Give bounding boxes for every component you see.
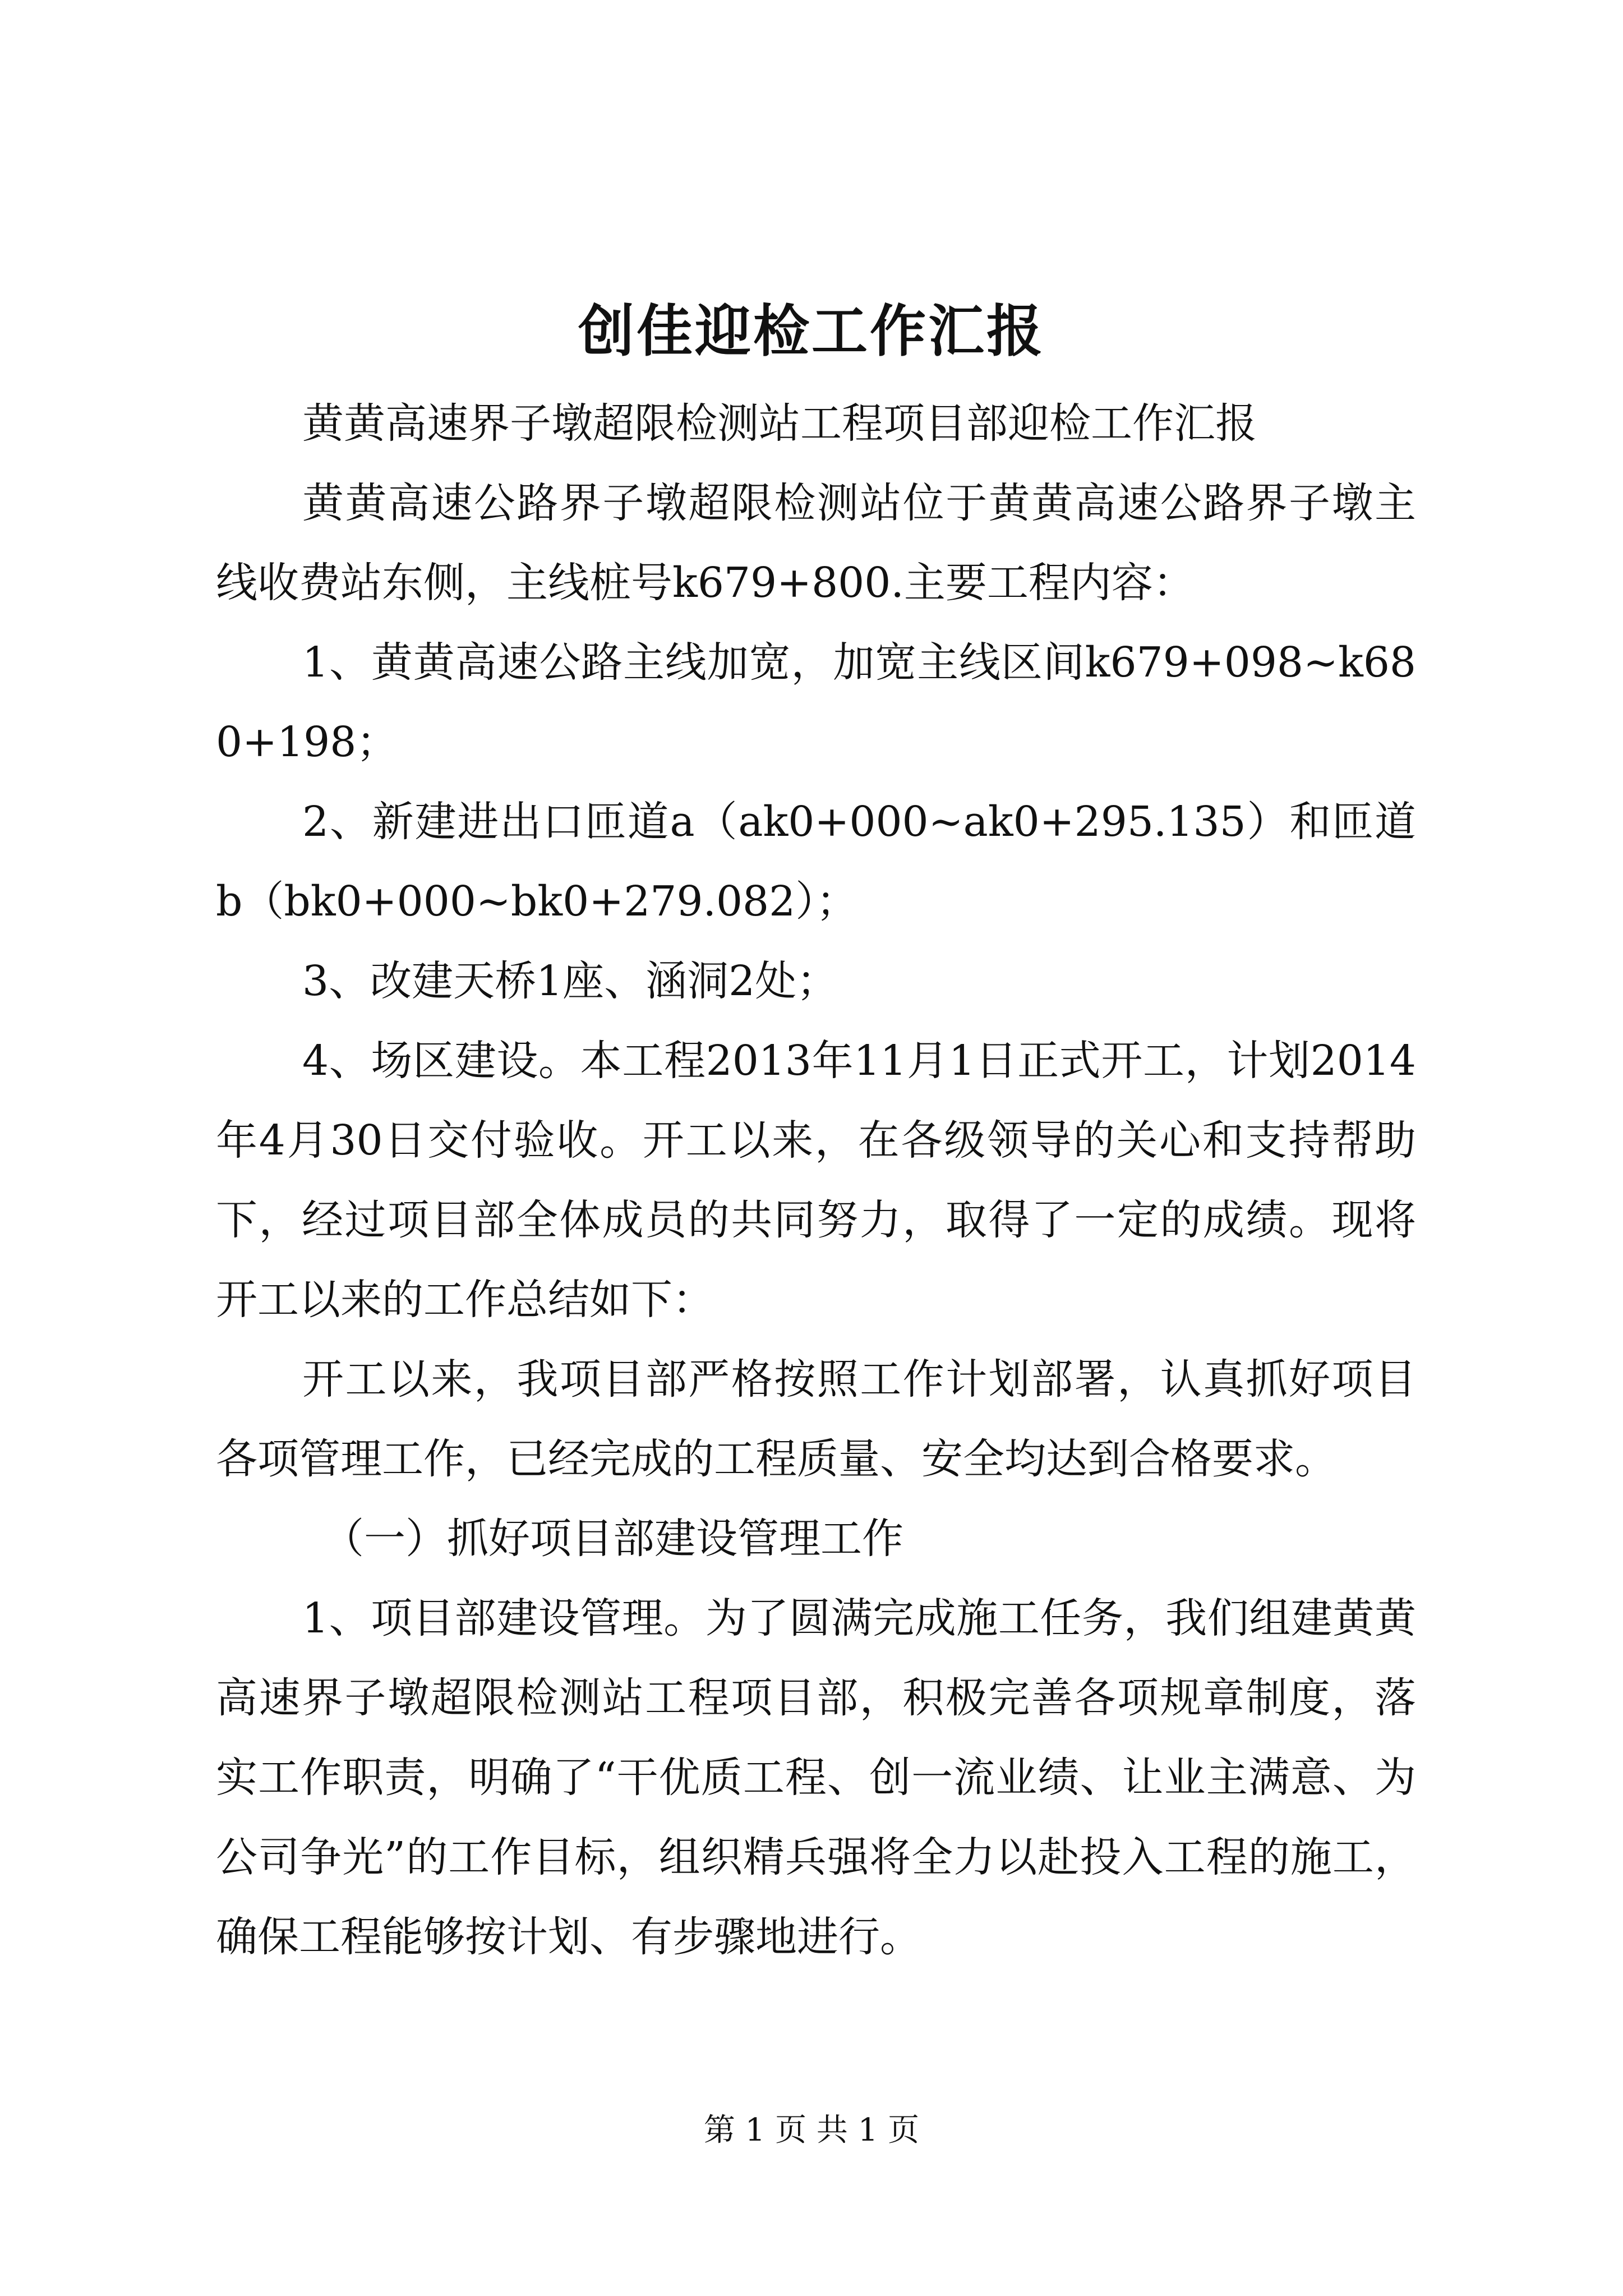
document-body [216, 384, 1416, 1977]
document-title: 创佳迎检工作汇报 [578, 298, 1045, 364]
paragraph-intro: 黄黄高速公路界子墩超限检测站位于黄黄高速公路界子墩主线收费站东侧，主线桩号k679+800.主要工程内容： [216, 479, 1416, 607]
paragraph-item-3: 3、改建天桥1座、涵洞2处； [302, 957, 838, 1005]
paragraph-management: 1、项目部建设管理。为了圆满完成施工任务，我们组建黄黄高速界子墩超限检测站工程项目部，积极完善各项规章制度，落实工作职责，明确了“干优质工程、创一流业绩、让业主满意、为公司争光”的工作目标，组织精兵强将全力以赴投入工程的施工，确保工程能够按计划、有步骤地进行。 [216, 1594, 1416, 1961]
paragraph-summary: 开工以来，我项目部严格按照工作计划部署，认真抓好项目各项管理工作，已经完成的工程质量、安全均达到合格要求。 [216, 1355, 1416, 1483]
paragraph-item-4: 4、场区建设。本工程2013年11月1日正式开工，计划2014年4月30日交付验收。开工以来，在各级领导的关心和支持帮助下，经过项目部全体成员的共同努力，取得了一定的成绩。现将开工以来的工作总结如下： [216, 1037, 1416, 1324]
paragraph-item-1: 1、黄黄高速公路主线加宽，加宽主线区间k679+098~k680+198； [216, 638, 1416, 766]
paragraph-item-2: 2、新建进出口匝道a（ak0+000~ak0+295.135）和匝道b（bk0+000~bk0+279.082）； [216, 798, 1416, 926]
section-heading: （一）抓好项目部建设管理工作 [322, 1515, 903, 1563]
paragraph-subtitle: 黄黄高速界子墩超限检测站工程项目部迎检工作汇报 [302, 399, 1257, 448]
page-footer: 第 1 页 共 1 页 [703, 2112, 920, 2148]
